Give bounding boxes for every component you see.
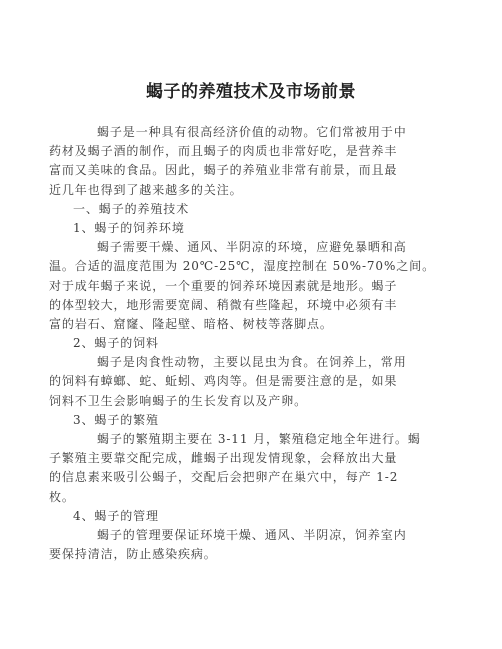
paragraph-line: 温。合适的温度范围为 20℃-25℃，湿度控制在 50%-70%之间。 [49, 259, 435, 274]
paragraph-line: 蝎子需要干燥、通风、半阴凉的环境，应避免暴晒和高 [97, 240, 407, 255]
paragraph-line: 3、蝎子的繁殖 [73, 412, 159, 427]
paragraph-line: 近几年也得到了越来越多的关注。 [49, 182, 243, 197]
paragraph-line: 蝎子是肉食性动物，主要以昆虫为食。在饲养上，常用 [97, 355, 407, 370]
paragraph-line: 饲料不卫生会影响蝎子的生长发育以及产卵。 [49, 393, 308, 408]
document-body [49, 123, 435, 564]
paragraph-line: 的饲料有蟑螂、蛇、蚯蚓、鸡肉等。但是需要注意的是，如果 [49, 374, 398, 389]
paragraph-line: 4、蝎子的管理 [73, 508, 159, 523]
paragraph-line: 对于成年蝎子来说，一个重要的饲养环境因素就是地形。蝎子 [49, 278, 398, 293]
paragraph-line: 子繁殖主要靠交配完成，雌蝎子出现发情现象，会释放出大量 [49, 451, 398, 466]
paragraph-line: 一、蝎子的养殖技术 [73, 201, 190, 216]
paragraph-line: 的体型较大，地形需要宽阔、稍微有些隆起，环境中必须有丰 [49, 297, 398, 312]
paragraph-line: 的信息素来吸引公蝎子，交配后会把卵产在巢穴中，每产 1-2 [49, 470, 399, 485]
paragraph-line: 富的岩石、窟窿、隆起壁、暗格、树枝等落脚点。 [49, 316, 333, 331]
paragraph-line: 要保持清洁，防止感染疾病。 [49, 547, 217, 562]
paragraph-line: 药材及蝎子酒的制作，而且蝎子的肉质也非常好吃，是营养丰 [49, 144, 398, 159]
paragraph-line: 枚。 [49, 489, 75, 504]
paragraph-line: 2、蝎子的饲料 [73, 336, 159, 351]
paragraph-line: 蝎子是一种具有很高经济价值的动物。它们常被用于中 [97, 125, 407, 139]
paragraph-line: 蝎子的管理要保证环境干燥、通风、半阴凉，饲养室内 [97, 527, 407, 542]
paragraph-line: 1、蝎子的饲养环境 [73, 220, 185, 235]
paragraph-line: 富而又美味的食品。因此，蝎子的养殖业非常有前景，而且最 [49, 163, 398, 178]
paragraph-line: 蝎子的繁殖期主要在 3-11 月，繁殖稳定地全年进行。蝎 [97, 432, 421, 446]
document-title: 蝎子的养殖技术及市场前景 [146, 82, 356, 102]
